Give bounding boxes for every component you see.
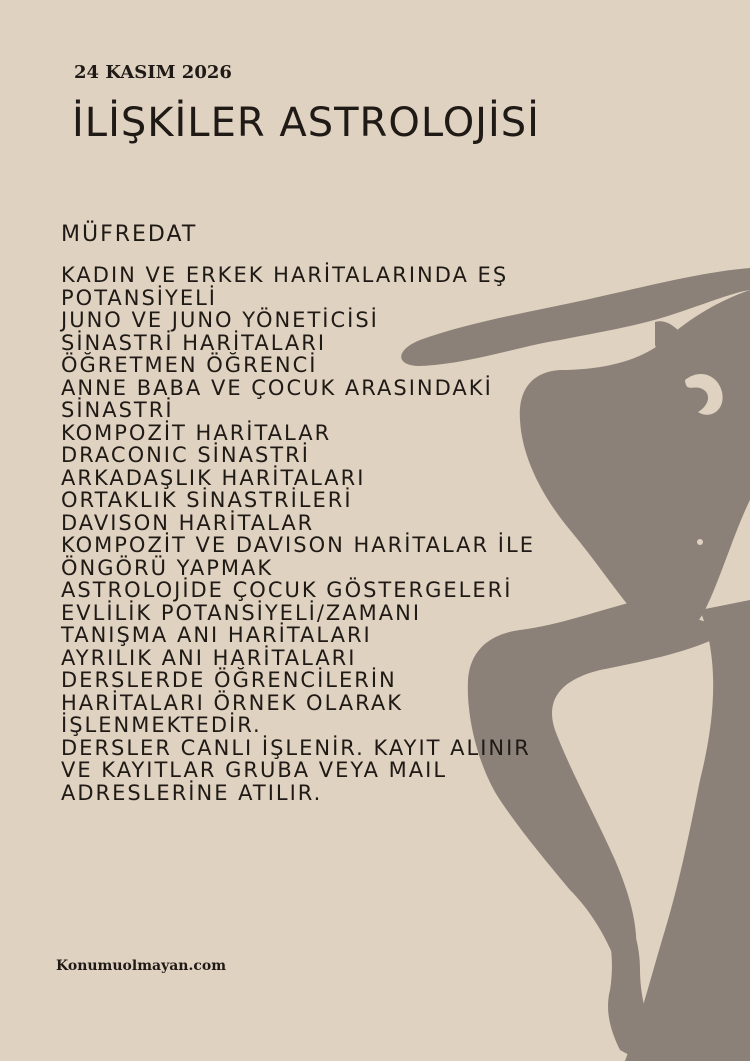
curriculum-line: ARKADAŞLIK HARİTALARI xyxy=(61,465,366,490)
curriculum-line: KADIN VE ERKEK HARİTALARINDA EŞ xyxy=(61,263,509,287)
curriculum-line: ORTAKLIK SİNASTRİLERİ xyxy=(61,488,353,512)
curriculum-line: İŞLENMEKTEDİR. xyxy=(61,713,262,737)
curriculum-heading: MÜFREDAT xyxy=(61,222,198,247)
curriculum-line: SİNASTRİ HARİTALARI xyxy=(61,330,327,355)
curriculum-line: DERSLERDE ÖĞRENCİLERİN xyxy=(61,668,397,692)
curriculum-line: DRACONIC SİNASTRİ xyxy=(61,443,310,467)
curriculum-line: ASTROLOJİDE ÇOCUK GÖSTERGELERİ xyxy=(61,578,513,602)
curriculum-line: ADRESLERİNE ATILIR. xyxy=(61,780,323,805)
curriculum-line: ÖNGÖRÜ YAPMAK xyxy=(61,555,274,580)
curriculum-line: ANNE BABA VE ÇOCUK ARASINDAKİ xyxy=(61,375,493,400)
curriculum-line: TANIŞMA ANI HARİTALARI xyxy=(61,623,372,647)
curriculum-line: DAVISON HARİTALAR xyxy=(61,510,315,535)
event-date: 24 KASIM 2026 xyxy=(74,62,232,83)
curriculum-line: VE KAYITLAR GRUBA VEYA MAIL xyxy=(61,758,448,782)
curriculum-line: ÖĞRETMEN ÖĞRENCİ xyxy=(61,353,318,377)
curriculum-line: DERSLER CANLI İŞLENİR. KAYIT ALINIR xyxy=(61,735,531,760)
curriculum-list xyxy=(61,264,535,804)
curriculum-line: AYRILIK ANI HARİTALARI xyxy=(61,645,357,670)
curriculum-line: POTANSİYELİ xyxy=(61,285,217,310)
curriculum-line: SİNASTRİ xyxy=(61,398,174,422)
curriculum-line: JUNO VE JUNO YÖNETİCİSİ xyxy=(61,308,379,332)
website-footer: Konumuolmayan.com xyxy=(56,958,227,974)
page-title: İLİŞKİLER ASTROLOJİSİ xyxy=(72,100,540,146)
curriculum-line: KOMPOZİT HARİTALAR xyxy=(61,420,332,445)
curriculum-line: KOMPOZİT VE DAVISON HARİTALAR İLE xyxy=(61,533,535,557)
curriculum-line: HARİTALARI ÖRNEK OLARAK xyxy=(61,690,404,715)
curriculum-line: EVLİLİK POTANSİYELİ/ZAMANI xyxy=(61,600,422,625)
